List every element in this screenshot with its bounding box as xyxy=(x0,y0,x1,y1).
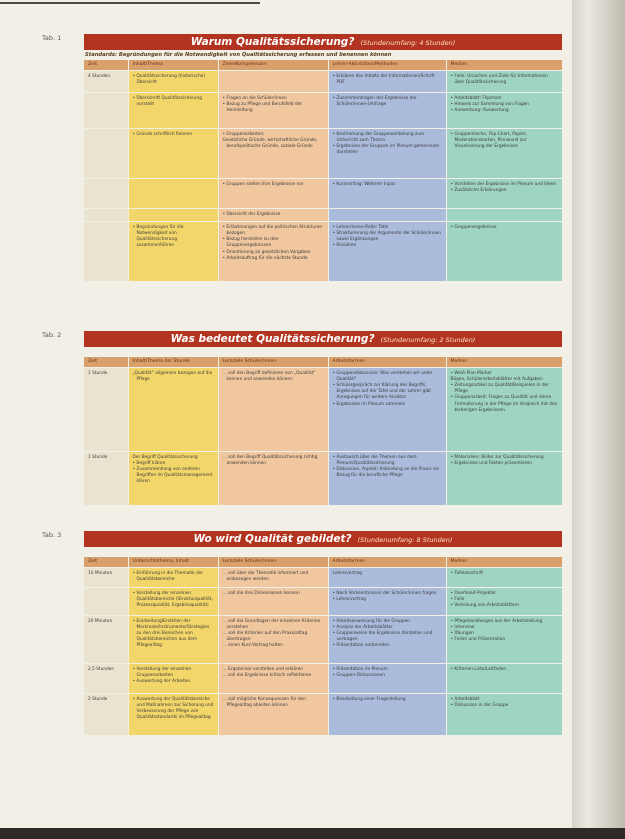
cell-goals: • Gruppen stellen ihre Ergebnisse vor xyxy=(218,178,328,208)
cell-goals: • Übersicht der Ergebnisse xyxy=(218,208,328,221)
table-row xyxy=(84,693,562,735)
table-3-subtitle xyxy=(84,547,562,557)
cell-goals: … soll den Begriff Qualitätssicherung richtig anwenden können xyxy=(218,451,328,505)
cell-topic: • Überschrift Qualitätssicherung vorstellt xyxy=(128,92,218,128)
cell-time: 1 Stunde xyxy=(84,451,128,505)
cell-methods: • Austausch über die Themen aus dem Plenum/Qualitätssicherung • Diskussion, Aspekt: Anbindung an die Praxis als Bezug für die berufliche Pflege xyxy=(328,451,446,505)
table-row xyxy=(84,208,562,221)
table-3-tag: Tab. 3 xyxy=(42,531,62,539)
column-header-topic: Unterrichtsthema, Inhalt xyxy=(128,557,218,567)
cell-goals: … soll mögliche Konsequenzen für den Pflegealltag ableiten können xyxy=(218,693,328,735)
table-2-duration: (Stundenumfang: 2 Stunden) xyxy=(380,336,476,344)
table-row xyxy=(84,178,562,208)
cell-methods xyxy=(328,208,446,221)
table-3-title: Wo wird Qualität gebildet? xyxy=(193,533,352,545)
cell-time: 2,5 Stunden xyxy=(84,663,128,693)
cell-time xyxy=(84,178,128,208)
table-row xyxy=(84,221,562,281)
cell-media: • Materialien: Bilder zur Qualitätssicherung • Ergebnisse und Fakten präsentieren xyxy=(446,451,562,505)
table-2-header-row xyxy=(84,357,562,367)
cell-time xyxy=(84,92,128,128)
cell-media: • Weiß-Plan Marker Bögen, Schülerarbeitsblätter mit Aufgaben • Zeitungsartikel zu Qualität/Beispielen in der Pflege • Gruppenarbeit: Fragen zu Qualität und deren Formulierung in der Pflege im Vergleich mit den bisherigen Ergebnissen xyxy=(446,367,562,451)
book-gutter-shadow xyxy=(0,828,625,839)
cell-goals: … soll die Grundlagen der einzelnen Kriterien verstehen … soll die Kriterien auf den Praxisalltag übertragen … einen Kurz-Vortrag halten xyxy=(218,615,328,663)
table-3-header-row xyxy=(84,557,562,567)
table-row xyxy=(84,451,562,505)
column-header-methods: Lehrer-Aktivitäten/Methoden xyxy=(328,60,446,70)
table-row xyxy=(84,615,562,663)
column-header-methods: Arbeitsformen xyxy=(328,357,446,367)
cell-goals: • Fragen an die Schüler/innen • Bezug zu Pflege und Berufsfeld der Heimleitung xyxy=(218,92,328,128)
cell-goals: … Ergebnisse vorstellen und erklären … soll die Ergebnisse kritisch reflektieren xyxy=(218,663,328,693)
cell-topic xyxy=(128,208,218,221)
cell-media: • Pflegehandlungen aus der Arbeitsleitung • Interview • Übungen • Folien und Präsentation xyxy=(446,615,562,663)
cell-methods: • Bearbeitung einer Fragestellung xyxy=(328,693,446,735)
cell-topic xyxy=(128,178,218,208)
cell-methods: • Arbeitsanweisung für die Gruppen • Analyse der Arbeitsblätter • Gruppenweise die Ergebnisse darstellen und vortragen • Präsentation vorbereiten xyxy=(328,615,446,663)
top-rule xyxy=(0,2,260,4)
cell-methods: • Nach Vorkenntnissen der Schüler/innen fragen • Lehrervortrag xyxy=(328,587,446,615)
table-2-section xyxy=(84,331,562,505)
cell-media xyxy=(446,208,562,221)
column-header-time: Zeit xyxy=(84,357,128,367)
table-2-subtitle xyxy=(84,347,562,357)
cell-topic: • Gründe schriftlich fixieren xyxy=(128,128,218,178)
cell-methods: • Kurzvortrag: Weiterer Input xyxy=(328,178,446,208)
column-header-media: Medien xyxy=(446,557,562,567)
table-2-body xyxy=(84,367,562,505)
table-row xyxy=(84,92,562,128)
column-header-goals: Ziele/Kompetenzen xyxy=(218,60,328,70)
cell-methods: • Zusammentragen der Ergebnisse der Schüler/innen-Umfrage xyxy=(328,92,446,128)
table-row xyxy=(84,128,562,178)
table-row xyxy=(84,367,562,451)
cell-media: • Kriterien-Liste/Leitfaden xyxy=(446,663,562,693)
cell-topic: • Erarbeitung/Erstellen der Merkmale/Instrumente/Strategien zu den drei Bereichen von Qualitätsbereichen aus dem Pflegealltag xyxy=(128,615,218,663)
cell-media: • Tafelanschrift xyxy=(446,567,562,587)
cell-media: • Gruppenergebnisse xyxy=(446,221,562,281)
facing-page-edge xyxy=(572,0,625,839)
column-header-goals: Lernziele Schüler/innen xyxy=(218,557,328,567)
table-3-body xyxy=(84,567,562,735)
cell-media: • Gruppentische, Flip-Chart, Papier, Moderationskarten, Pinnwand zur Visualisierung der Ergebnisse xyxy=(446,128,562,178)
cell-time xyxy=(84,208,128,221)
cell-media: • Arbeitsblatt: Flipchart • Hinweis zur Sammlung von Fragen • Auswertung: Auswertung xyxy=(446,92,562,128)
table-row xyxy=(84,663,562,693)
table-1-header-row xyxy=(84,60,562,70)
column-header-topic: Inhalt/Thema der Stunde xyxy=(128,357,218,367)
cell-topic: Der Begriff Qualitätssicherung • Begriff klären • Zusammenhang von anderen Begriffen im Qualitätsmanagement klären xyxy=(128,451,218,505)
cell-methods: • Lehrer/innen-Rolle: Tafel • Strukturierung der Argumente der Schüler/innen sowie Ergänzungen • Resümee xyxy=(328,221,446,281)
cell-media: • Vorstellen der Ergebnisse im Plenum und Ideen • Zusätzliche Erklärungen xyxy=(446,178,562,208)
cell-time xyxy=(84,221,128,281)
column-header-media: Medien xyxy=(446,357,562,367)
column-header-media: Medien xyxy=(446,60,562,70)
table-2-title-banner xyxy=(84,331,562,347)
table-1-duration: (Stundenumfang: 4 Stunden) xyxy=(360,39,456,47)
cell-time xyxy=(84,587,128,615)
cell-media: • Arbeitsblatt • Diskussion in der Gruppe xyxy=(446,693,562,735)
cell-time: 20 Minuten xyxy=(84,615,128,663)
table-3-duration: (Stundenumfang: 8 Stunden) xyxy=(357,536,453,544)
column-header-time: Zeit xyxy=(84,60,128,70)
table-3-section xyxy=(84,531,562,735)
column-header-goals: Lernziele Schüler/innen xyxy=(218,357,328,367)
table-3-title-banner xyxy=(84,531,562,547)
cell-time xyxy=(84,128,128,178)
cell-topic: • Auswertung der Qualitätsbereiche und Maßnahmen zur Sicherung und Verbesserung der Pflege von Qualitätsstandards im Pflegealltag xyxy=(128,693,218,735)
table-1-body xyxy=(84,70,562,281)
cell-topic: • Vorstellung der einzelnen Qualitätsbereiche (Strukturqualität, Prozessqualität, Ergebnisqualität) xyxy=(128,587,218,615)
cell-methods: • Erklären des Inhalts der Informationen/Schrift PDF xyxy=(328,70,446,92)
table-2-title: Was bedeutet Qualitätssicherung? xyxy=(170,333,375,345)
column-header-methods: Arbeitsformen xyxy=(328,557,446,567)
cell-topic: „Qualität“ allgemein bezogen auf die Pflege xyxy=(128,367,218,451)
table-3 xyxy=(84,557,563,735)
table-1-title-banner xyxy=(84,34,562,50)
table-2 xyxy=(84,357,563,505)
cell-goals: … soll den Begriff definieren von „Qualität“ kennen und anwenden können xyxy=(218,367,328,451)
table-row xyxy=(84,567,562,587)
column-header-topic: Inhalt/Thema xyxy=(128,60,218,70)
cell-methods: • Gruppendiskussion: Was verstehen wir unter Qualität? • Schülergespräch zur Klärung des Begriffs, Ergebnisse auf der Tafel und der Lehrer gibt Anregungen für weitere Ansätze • Ergebnisse im Plenum sammeln xyxy=(328,367,446,451)
table-row xyxy=(84,587,562,615)
table-1 xyxy=(84,60,563,281)
table-row xyxy=(84,70,562,92)
table-2-tag: Tab. 2 xyxy=(42,331,62,339)
cell-time: 1 Stunde xyxy=(84,367,128,451)
cell-goals: … soll über die Thematik informiert und einbezogen werden xyxy=(218,567,328,587)
cell-media: • Overhead-Projektor • Folie • Verteilung von Arbeitsblättern xyxy=(446,587,562,615)
table-1-section xyxy=(84,34,562,281)
cell-time: 10 Minuten xyxy=(84,567,128,587)
cell-topic: • Qualitätssicherung (historische) Übersicht xyxy=(128,70,218,92)
cell-time: 2 Stunde xyxy=(84,693,128,735)
column-header-time: Zeit xyxy=(84,557,128,567)
cell-media: • Folie: Ursachen und Ziele für Informationen über Qualitätssicherung xyxy=(446,70,562,92)
table-1-tag: Tab. 1 xyxy=(42,34,62,42)
cell-time: 4 Stunden xyxy=(84,70,128,92)
cell-goals: • Erläuterungen auf die politischen Strukturen bezogen • Bezug herstellen zu den Gruppenergebnissen • Orientierung an gesetzlichen Vorgaben • Arbeitsauftrag für die nächste Stunde xyxy=(218,221,328,281)
cell-methods: • Präsentation im Plenum • Gruppen-Diskussionen xyxy=(328,663,446,693)
cell-methods: Lehrervortrag xyxy=(328,567,446,587)
table-1-subtitle: Standards: Begründungen für die Notwendigkeit von Qualitätssicherung erfassen und benennen können xyxy=(85,52,392,58)
cell-methods: • Bestimmung der Gruppeneinteilung zum Unterricht zum Thema • Ergebnisse der Gruppen im Plenum gemeinsam darstellen xyxy=(328,128,446,178)
cell-goals: … soll die drei Dimensionen kennen xyxy=(218,587,328,615)
cell-topic: • Begründungen für die Notwendigkeit von Qualitätssicherung zusammenführen xyxy=(128,221,218,281)
cell-goals: • Gruppenarbeiten: Gesetzliche Gründe, wirtschaftliche Gründe, berufspolitische Gründe, soziale Gründe xyxy=(218,128,328,178)
cell-goals xyxy=(218,70,328,92)
cell-topic: • Einführung in die Thematik der Qualitätsbereiche xyxy=(128,567,218,587)
table-1-title: Warum Qualitätssicherung? xyxy=(190,36,355,48)
cell-topic: • Vorstellung der einzelnen Gruppenarbeiten • Auswertung der Arbeiten xyxy=(128,663,218,693)
